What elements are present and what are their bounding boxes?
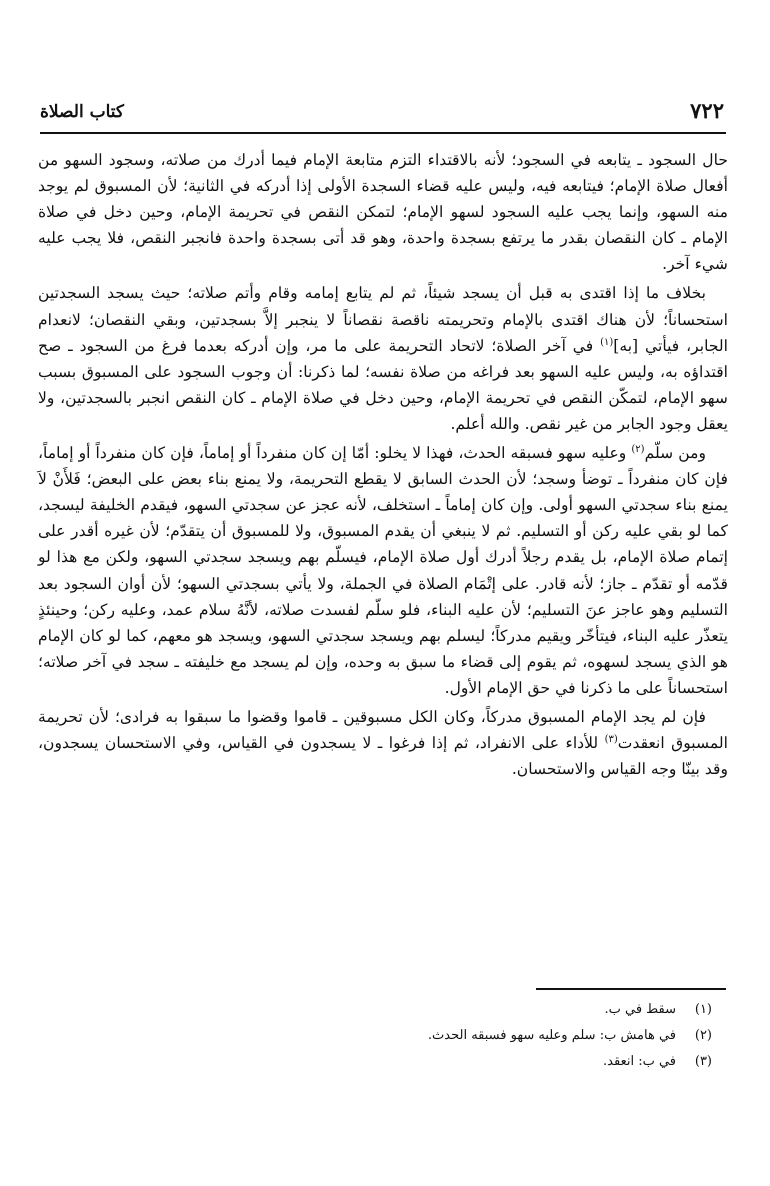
paragraph-4	[38, 704, 728, 782]
footnote-ref-2: (٢)	[631, 443, 645, 455]
footnote-text: في هامش ب: سلم وعليه سهو فسبقه الحدث.	[427, 1028, 676, 1043]
paragraph-1-text: حال السجود ـ يتابعه في السجود؛ لأنه بالاقتداء التزم متابعة الإمام فيما أدرك من صلاته، وسجود السهو من أفعال صلاة الإمام؛ فيتابعه فيه، وليس عليه قضاء السجدة الأولى إذا أدركه في الثانية؛ لأن المسبوق لم يوجد منه السهو، وإنما يجب عليه السجود لسهو الإمام؛ لتمكن النقص في تحريمة الإمام، وحين دخل في صلاة الإمام ـ كان النقصان بقدر ما يرتفع بسجدة واحدة، وهو قد أتى بسجدة واحدة فانجبر النقص، فلا يجب عليه شيء آخر.	[38, 151, 728, 274]
footnote-rule	[536, 988, 726, 990]
paragraph-3-text-part-1: ومن سلّم	[644, 444, 706, 463]
footnote-text: سقط في ب.	[604, 1002, 676, 1017]
footnote-ref-1: (١)	[600, 336, 614, 348]
page-header	[40, 98, 724, 132]
running-title: كتاب الصلاة	[40, 102, 125, 122]
main-text	[38, 147, 728, 782]
footnote-1	[40, 997, 712, 1023]
footnote-ref-3: (٣)	[604, 733, 618, 745]
paragraph-2-text-part-1: بخلاف ما إذا اقتدى به قبل أن يسجد شيئاً، ثم لم يتابع إمامه وقام وأتم صلاته؛ حيث يسجد السجدتين استحساناً؛ لأن هناك اقتدى بالإمام وتحريمته ناقصة نقصاناً لا ينجبر إلاَّ بسجدتين، وبقي النقصان؛ لانعدام الجابر، فيأتي [به]	[38, 284, 728, 355]
footnotes	[40, 997, 712, 1075]
paragraph-3	[38, 440, 728, 701]
footnote-text: في ب: انعقد.	[603, 1054, 676, 1069]
footnote-2	[40, 1023, 712, 1049]
footnote-number: (٣)	[694, 1054, 712, 1069]
paragraph-3-text-part-2: وعليه سهو فسبقه الحدث، فهذا لا يخلو: أمّا إن كان منفرداً أو إماماً، فإن كان منفرداً أو إماماً، فإن كان منفرداً ـ توضأ وسجد؛ لأن الحدث السابق لا يقطع التحريمة، ولا يمنع بناء بعض على البعض؛ فَلأَنْ لاَ يمنع بناء سجدتي السهو أولى. وإن كان إماماً ـ استخلف، لأنه عجز عن سجدتي السهو، فيقدم الخليفة ليسجد، كما لو بقي عليه ركن أو التسليم. ثم لا ينبغي أن يقدم المسبوق، ولا للمسبوق أن يتقدّم؛ لأن غيره أقدر على إتمام صلاة الإمام، بل يقدم رجلاً أدرك أول صلاة الإمام، فيسلّم بهم ويسجد سجدتي السهو، ولكن مع هذا لو قدّمه أو تقدّم ـ جاز؛ لأنه قادر. على إتْمَام الصلاة في الجملة، ولا يأتي بسجدتي السهو؛ لأن أوان السجود بعد التسليم وهو عاجز عنَ التسليم؛ لأن عليه البناء، فلو سلّم لفسدت صلاته، لأنَّهُ سلام عمد، وعليه ركن؛ وحينئذٍ يتعذّر عليه البناء، فيتأخّر ويقيم مدركاً؛ ليسلم بهم ويسجد سجدتي السهو، ويسجد هو معهم، كما لو كان الإمام هو الذي يسجد لسهوه، ثم يقوم إلى قضاء ما سبق به وحده، وإن لم يسجد مع خليفته ـ سجد في آخر صلاته؛ استحساناً على ما ذكرنا في حق الإمام الأول.	[38, 444, 728, 697]
footnote-number: (٢)	[694, 1028, 712, 1043]
header-rule	[40, 132, 726, 134]
footnote-number: (١)	[694, 1002, 712, 1017]
paragraph-2	[38, 280, 728, 437]
paragraph-2-text-part-2: في آخر الصلاة؛ لاتحاد التحريمة على ما مر، وإن أدركه بعدما فرغ من السجود ـ صح اقتداؤه به، وليس عليه السهو بعد فراغه من صلاة نفسه؛ لما ذكرنا: أن وجوب السجود على المسبوق بسبب سهو الإمام، لتمكّن النقص في تحريمة الإمام، وحين دخل في صلاة الإمام ـ كان النقص انجبر بالسجدتين، ولا يعقل وجود الجابر من غير نقص. والله أعلم.	[38, 336, 728, 433]
paragraph-4-text-part-1: فإن لم يجد الإمام المسبوق مدركاً، وكان الكل مسبوقين ـ قاموا وقضوا ما سبقوا به فرادى؛ لأن تحريمة المسبوق انعقدت	[38, 707, 728, 753]
footnote-3	[40, 1049, 712, 1075]
paragraph-1	[38, 147, 728, 277]
page-number: ٧٢٢	[690, 98, 724, 123]
paragraph-4-text-part-2: للأداء على الانفراد، ثم إذا فرغوا ـ لا يسجدون في القياس، وفي الاستحسان يسجدون، وقد بينّا وجه القياس والاستحسان.	[38, 734, 728, 779]
